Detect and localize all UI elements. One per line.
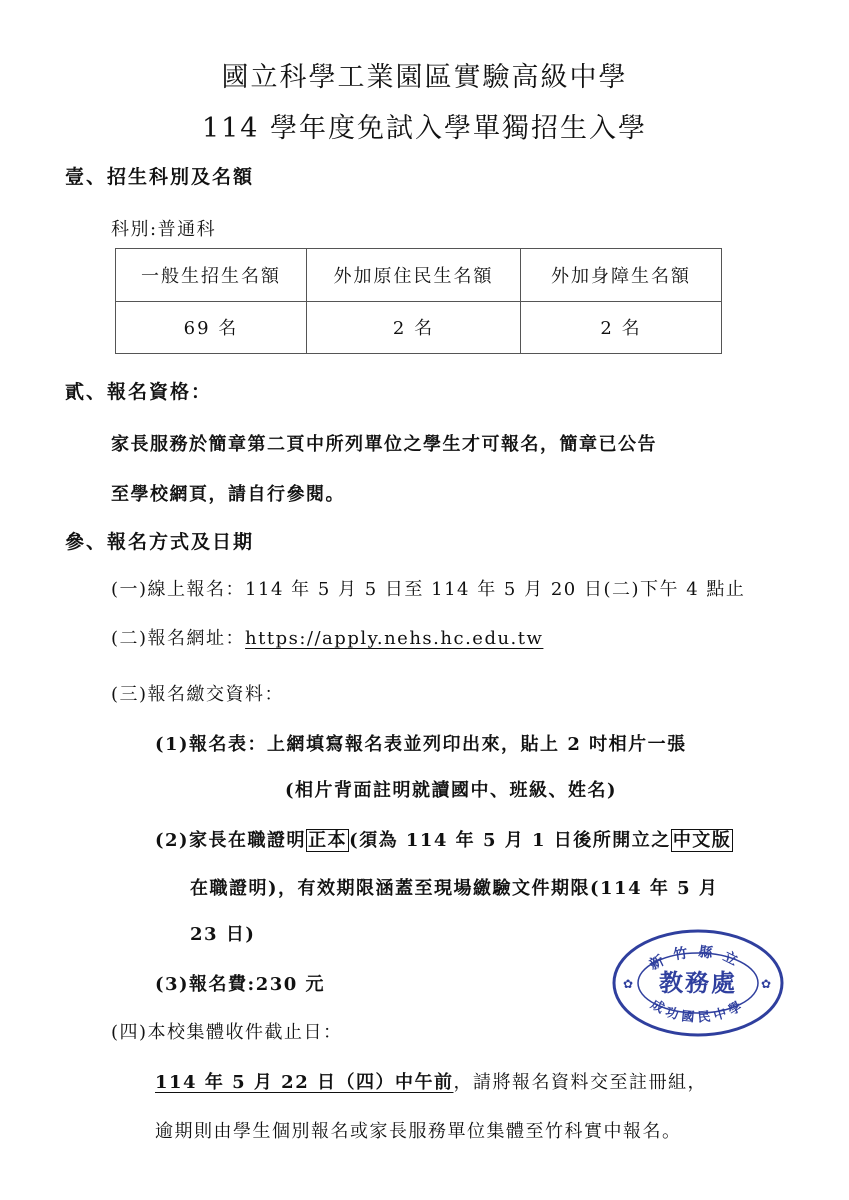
document-subtitle: 114 學年度免試入學單獨招生入學 [201, 113, 648, 144]
employment-proof-condition: (須為 114 年 5 月 1 日後所開立之 [349, 830, 671, 851]
table-cell: 2 名 [307, 301, 521, 354]
photo-note: (相片背面註明就讀國中、班級、姓名) [285, 780, 618, 801]
deadline-line [155, 1068, 707, 1094]
quota-table [115, 248, 722, 354]
deadline-date: 114 年 5 月 22 日（四）中午前 [155, 1072, 454, 1093]
section3-heading: 參、報名方式及日期 [65, 531, 255, 553]
eligibility-line1: 家長服務於簡章第二頁中所列單位之學生才可報名，簡章已公告 [111, 434, 657, 455]
deadline-instruction: ，請將報名資料交至註冊組， [453, 1072, 707, 1093]
document-title: 國立科學工業園區實驗高級中學 [221, 62, 628, 93]
table-cell: 69 名 [116, 301, 307, 354]
section2-heading: 貳、報名資格： [65, 381, 213, 403]
table-cell: 2 名 [521, 301, 722, 354]
subject-label: 科別:普通科 [111, 219, 217, 240]
registration-url-line [111, 624, 543, 650]
seal-center-text: 教務處 [659, 968, 737, 997]
registration-form-item: (1)報名表：上網填寫報名表並列印出來，貼上 2 吋相片一張 [155, 734, 687, 755]
seal-bottom-text: 成功國民中學 [647, 997, 749, 1026]
eligibility-line2: 至學校網頁，請自行參閱。 [111, 484, 345, 505]
table-header-cell: 外加原住民生名額 [307, 249, 521, 302]
seal-top-text: 新竹縣立 [647, 944, 749, 974]
svg-text:成功國民中學 [648, 996, 748, 1025]
employment-proof-item [155, 826, 733, 852]
seal-left-flower-icon: ✿ [623, 977, 634, 991]
seal-right-flower-icon: ✿ [761, 977, 772, 991]
chinese-version-box: 中文版 [672, 830, 732, 851]
section1-heading: 壹、招生科別及名額 [65, 166, 255, 188]
table-header-cell: 外加身障生名額 [521, 249, 722, 302]
table-row [116, 249, 722, 302]
original-copy-box: 正本 [308, 830, 348, 851]
late-registration-note: 逾期則由學生個別報名或家長服務單位集體至竹科實中報名。 [155, 1121, 682, 1142]
table-header-cell: 一般生招生名額 [116, 249, 307, 302]
school-seal [610, 928, 786, 1038]
employment-proof-line2: 在職證明)，有效期限涵蓋至現場繳驗文件期限(114 年 5 月 [190, 878, 719, 899]
deadline-heading: (四)本校集體收件截止日： [111, 1022, 343, 1043]
online-registration-line: (一)線上報名：114 年 5 月 5 日至 114 年 5 月 20 日(二)下午 4 點止 [111, 579, 746, 600]
url-label: (二)報名網址： [111, 628, 246, 649]
table-row [116, 301, 722, 354]
registration-url-link[interactable]: https://apply.nehs.hc.edu.tw [245, 628, 544, 649]
registration-fee: (3)報名費:230 元 [155, 974, 326, 995]
employment-proof-line3: 23 日) [190, 924, 256, 945]
documents-heading: (三)報名繳交資料： [111, 684, 285, 705]
employment-proof-label: (2)家長在職證明 [155, 830, 307, 851]
